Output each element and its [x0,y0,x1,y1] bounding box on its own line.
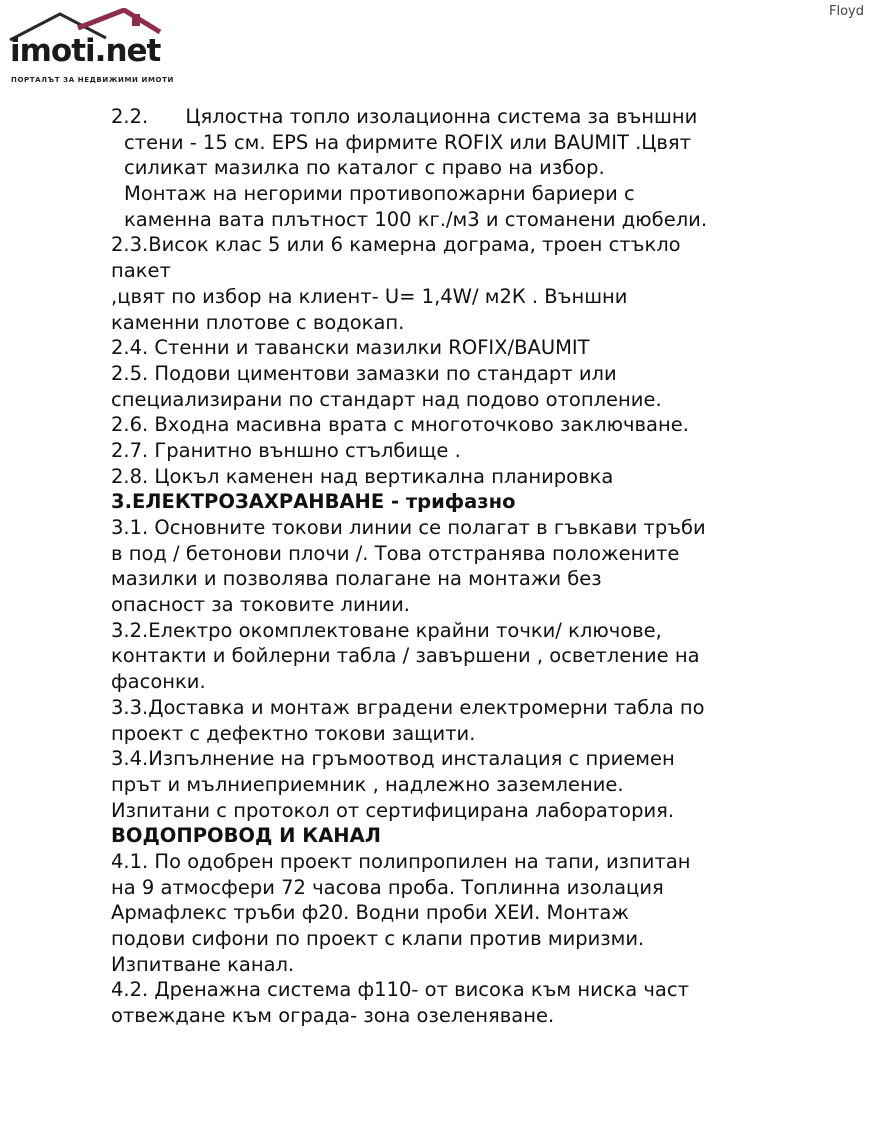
section-3-1-line-1: 3.1. Основните токови линии се полагат в гъвкави тръби [111,516,706,539]
section-4-1-line-1: 4.1. По одобрен проект полипропилен на тапи, изпитан [111,849,691,873]
section-2-5-line-1: 2.5. Подови циментови замазки по стандарт или [111,361,617,385]
section-2-2-line-1: 2.2. Цялостна топло изолационна система за външни [111,105,698,128]
section-4-heading: ВОДОПРОВОД И КАНАЛ [111,824,381,848]
section-2-2-line-5: каменна вата плътност 100 кг./м3 и стоманени дюбели. [124,207,708,231]
section-2-4: 2.4. Стенни и тавански мазилки ROFIX/BAUMIT [111,336,590,360]
section-3-4-line-2: прът и мълниеприемник , надлежно заземление. [111,772,624,796]
section-3-2-line-2: контакти и бойлерни табла / завършени , осветление на [111,644,700,668]
document-body [111,104,811,1029]
section-3-3-line-2: проект с дефектно токови защити. [111,721,476,745]
section-2-2-line-2: стени - 15 см. EPS на фирмите ROFIX или BAUMIT .Цвят [124,130,692,154]
section-4-2-line-1: 4.2. Дренажна система ф110- от висока към ниска част [111,978,689,1002]
section-4-1-line-3: Армафлекс тръби ф20. Водни проби ХЕИ. Монтаж [111,901,629,925]
section-2-3-line-1: 2.3.Висок клас 5 или 6 камерна дограма, троен стъкло [111,233,681,257]
section-3-4-line-3: Изпитани с протокол от сертифицирана лаборатория. [111,798,675,822]
section-4-1-line-2: на 9 атмосфери 72 часова проба. Топлинна изолация [111,875,664,899]
section-4-1-line-5: Изпитване канал. [111,952,295,976]
section-4-1-line-4: подови сифони по проект с клапи против миризми. [111,927,645,950]
site-logo[interactable] [8,8,178,88]
section-2-2-line-3: силикат мазилка по каталог с право на избор. [124,156,605,180]
section-3-2-line-3: фасонки. [111,670,206,694]
section-2-3-line-2: пакет [111,259,171,283]
section-4-2-line-2: отвеждане към ограда- зона озеленяване. [111,1004,555,1028]
logo-tagline: ПОРТАЛЪТ ЗА НЕДВИЖИМИ ИМОТИ [11,76,174,84]
watermark-text: Floyd [829,4,864,19]
section-3-1-line-2: в под / бетонови плочи /. Това отстранява положените [111,541,680,565]
section-2-8: 2.8. Цокъл каменен над вертикална планировка [111,464,614,488]
section-2-6: 2.6. Входна масивна врата с многоточково заключване. [111,413,689,437]
section-3-heading: 3.ЕЛЕКТРОЗАХРАНВАНЕ - трифазно [111,490,516,514]
section-2-5-line-2: специализирани по стандарт над подово отопление. [111,387,662,411]
section-3-1-line-3: мазилки и позволява полагане на монтажи без [111,567,602,591]
section-3-2-line-1: 3.2.Електро окомплектоване крайни точки/ ключове, [111,618,662,642]
section-2-3-line-4: каменни плотове с водокап. [111,310,405,334]
section-2-7: 2.7. Гранитно външно стълбище . [111,438,461,462]
section-3-3-line-1: 3.3.Доставка и монтаж вградени електромерни табла по [111,695,705,719]
section-3-1-line-4: опасност за токовите линии. [111,593,410,617]
section-3-4-line-1: 3.4.Изпълнение на гръмоотвод инсталация с приемен [111,747,675,771]
section-2-2-line-4: Монтаж на негорими противопожарни бариери с [124,182,635,206]
logo-wordmark: imoti.net [10,33,161,69]
section-2-3-line-3: ,цвят по избор на клиент- U= 1,4W/ м2К . Външни [111,284,628,308]
